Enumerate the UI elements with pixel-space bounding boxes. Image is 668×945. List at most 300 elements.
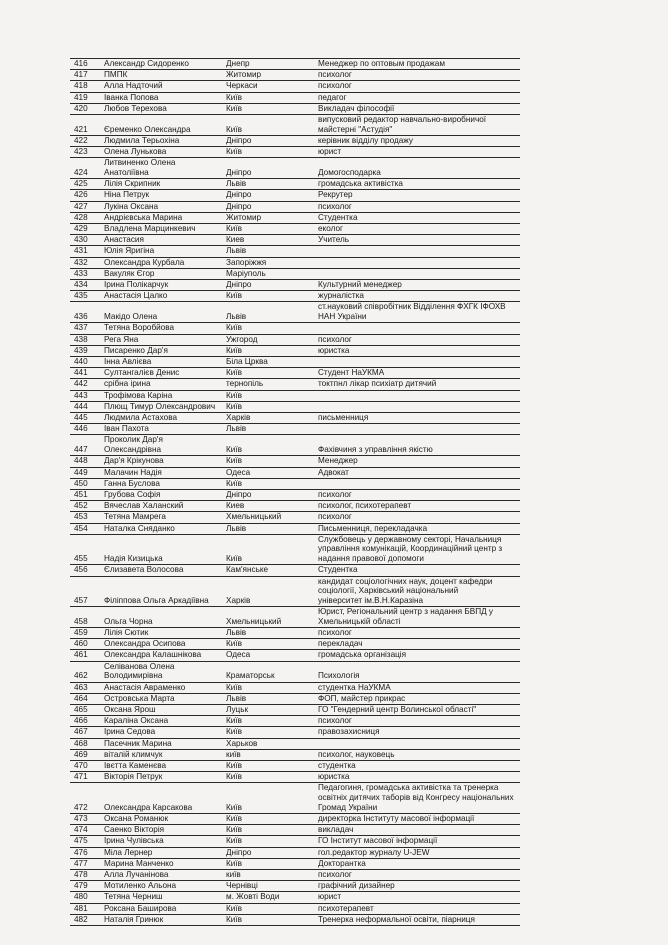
table-row [70, 104, 520, 115]
row-number: 477 [74, 858, 88, 868]
row-name: Владлена Марцинкевич [104, 224, 196, 234]
row-name: Наталка Сняданко [104, 523, 175, 533]
row-role: гол.редактор журналу U-JEW [318, 847, 430, 857]
row-number: 474 [74, 825, 88, 835]
row-number: 471 [74, 772, 88, 782]
row-city: Київ [226, 802, 242, 812]
row-role: студентка [318, 761, 356, 770]
row-number: 480 [74, 892, 88, 902]
table-row [70, 59, 520, 70]
row-name: Трофімова Каріна [104, 390, 173, 400]
table-row [70, 577, 520, 608]
table-row [70, 628, 520, 639]
row-name: Людмила Терьохіна [104, 135, 180, 145]
row-number: 468 [74, 738, 88, 748]
row-name: Островська Марта [104, 693, 175, 703]
row-city: Чернівці [226, 881, 258, 891]
row-number: 423 [74, 147, 88, 157]
row-name: срібна ірина [104, 379, 151, 389]
row-role: еколог [318, 224, 344, 234]
table-row [70, 836, 520, 847]
table-row [70, 512, 520, 523]
row-role [316, 488, 520, 489]
table-row [70, 490, 520, 501]
row-city: Київ [226, 914, 242, 924]
table-row [70, 870, 520, 881]
table-row [70, 501, 520, 512]
row-name: Проколик Дар'я Олександрівна [104, 435, 163, 455]
table-row [70, 179, 520, 190]
row-city: Київ [226, 368, 242, 378]
row-role: юристка [318, 772, 350, 782]
row-role: психолог, науковець [318, 749, 395, 759]
row-city: Київ [226, 291, 242, 301]
row-role: перекладач [318, 639, 363, 649]
row-name: Анастасия [104, 235, 144, 245]
table-row [70, 716, 520, 727]
row-number: 428 [74, 212, 88, 222]
table-row [70, 859, 520, 870]
row-name: Андрієвська Марина [104, 212, 183, 222]
table-row [70, 346, 520, 357]
row-city: Дніпро [226, 190, 252, 200]
row-city: Київ [226, 639, 242, 649]
row-city: Львів [226, 312, 247, 322]
row-name: Марина Манченко [104, 858, 174, 868]
table-row [70, 70, 520, 81]
row-number: 458 [74, 616, 88, 626]
table-row [70, 739, 520, 750]
table-row [70, 479, 520, 490]
row-number: 460 [74, 639, 88, 649]
row-city: Запоріжжя [226, 257, 267, 267]
table-row [70, 535, 520, 566]
row-number: 478 [74, 870, 88, 880]
row-number: 416 [74, 59, 88, 68]
row-city: Київ [226, 147, 242, 157]
row-number: 436 [74, 312, 88, 322]
table-row [70, 280, 520, 291]
row-name: Ірина Полікарчук [104, 280, 169, 290]
row-name: Лілія Скрипник [104, 179, 161, 189]
row-city: Київ [226, 772, 242, 782]
row-name: Інна Авлієва [104, 356, 152, 366]
row-number: 441 [74, 368, 88, 378]
table-row [70, 456, 520, 467]
row-name: Мотиленко Альона [104, 881, 177, 891]
row-number: 448 [74, 456, 88, 466]
row-name: Малачин Надія [104, 467, 162, 477]
row-name: Анастасія Авраменко [104, 682, 186, 692]
table-row [70, 93, 520, 104]
row-city: Краматорськ [226, 671, 275, 681]
row-role: Учитель [318, 235, 350, 245]
row-city: Кам'янське [226, 565, 269, 575]
table-row [70, 368, 520, 379]
row-city: Київ [226, 727, 242, 737]
table-row [70, 783, 520, 814]
row-name: Тетяна Мамрега [104, 512, 166, 522]
row-number: 444 [74, 401, 88, 411]
row-number: 434 [74, 280, 88, 290]
table-row [70, 115, 520, 136]
row-city: Дніпро [226, 135, 252, 145]
table-row [70, 302, 520, 323]
table-row [70, 750, 520, 761]
table-row [70, 915, 520, 926]
row-number: 438 [74, 334, 88, 344]
row-number: 431 [74, 246, 88, 256]
table-row [70, 424, 520, 435]
row-number: 464 [74, 693, 88, 703]
table-row [70, 892, 520, 903]
table-row [70, 235, 520, 246]
row-role: Педагогиня, громадська активістка та тренерка освітніх дитячих таборів від Конгресу національних Громад України [318, 783, 514, 812]
row-role: психотерапевт [318, 903, 374, 913]
row-city: Дніпро [226, 847, 252, 857]
row-number: 429 [74, 224, 88, 234]
row-city: Київ [226, 478, 242, 488]
row-name: Наталія Гринюк [104, 914, 164, 924]
row-role: психолог [318, 334, 352, 344]
row-role: Тренерка неформальної освіти, піарниця [318, 914, 475, 924]
row-role: психолог [318, 70, 352, 80]
row-city: Харків [226, 595, 251, 605]
row-city: Киев [226, 501, 245, 511]
row-name: Єременко Олександра [104, 124, 191, 134]
row-city: Одеса [226, 650, 251, 660]
table-row [70, 136, 520, 147]
table-row [70, 258, 520, 269]
row-role: журналістка [318, 291, 364, 301]
row-role: громадська активістка [318, 179, 403, 189]
row-name: Лілія Сютик [104, 628, 149, 638]
row-name: Пасечник Марина [104, 738, 172, 748]
row-name: Ірина Чулівська [104, 836, 164, 846]
row-role: графічний дизайнер [318, 881, 395, 891]
row-city: Київ [226, 814, 242, 824]
row-role [316, 434, 520, 435]
table-row [70, 357, 520, 368]
table-row [70, 190, 520, 201]
row-city: Львів [226, 424, 247, 434]
row-city: Київ [226, 761, 242, 770]
row-name: Іван Пахота [104, 424, 149, 434]
row-name: Любов Терехова [104, 103, 167, 113]
table-row [70, 761, 520, 772]
row-number: 479 [74, 881, 88, 891]
table-row [70, 246, 520, 257]
row-number: 421 [74, 124, 88, 134]
row-role: ГО Інститут масової інформації [318, 836, 438, 846]
row-name: Єлизавета Волосова [104, 565, 184, 575]
row-city: Київ [226, 224, 242, 234]
row-name: Іванка Попова [104, 92, 159, 102]
table-row [70, 224, 520, 235]
row-role: психолог [318, 201, 352, 211]
row-role: Психологія [318, 671, 360, 681]
table-row [70, 825, 520, 836]
row-role: педагог [318, 92, 347, 102]
row-number: 418 [74, 81, 88, 91]
row-name: Алла Надточий [104, 81, 163, 91]
row-city: Київ [226, 323, 242, 333]
row-city: Дніпро [226, 280, 252, 290]
row-role: Юрист, Регіональний центр з надання БВПД у Хмельницькій області [318, 607, 494, 626]
table-row [70, 269, 520, 280]
row-number: 425 [74, 179, 88, 189]
row-role: юрист [318, 892, 342, 902]
row-name: Олександра Курбала [104, 257, 185, 267]
row-role [316, 367, 520, 368]
row-name: Грубова Софія [104, 489, 161, 499]
row-name: Ольга Чорна [104, 616, 153, 626]
table-row [70, 639, 520, 650]
row-name: Олександра Калашнікова [104, 650, 202, 660]
row-number: 456 [74, 565, 88, 575]
row-role: Письменниця, перекладачка [318, 523, 428, 533]
row-name: Плющ Тимур Олександрович [104, 401, 216, 411]
row-city: Львів [226, 179, 247, 189]
row-number: 422 [74, 135, 88, 145]
row-number: 454 [74, 523, 88, 533]
row-number: 467 [74, 727, 88, 737]
row-name: Дар'я Крікунова [104, 456, 164, 466]
row-number: 463 [74, 682, 88, 692]
row-city: Київ [226, 903, 242, 913]
row-role: юрист [318, 147, 342, 157]
row-role: психолог, психотерапевт [318, 501, 412, 511]
row-name: Оксана Ярош [104, 704, 156, 714]
row-role: психолог [318, 628, 352, 638]
table-row [70, 379, 520, 390]
table-row [70, 848, 520, 859]
row-name: Роксана Баширова [104, 903, 177, 913]
row-number: 450 [74, 478, 88, 488]
row-city: Київ [226, 858, 242, 868]
row-role: випусковий редактор навчально-виробничої майстерні "Астудія" [318, 115, 487, 134]
row-name: Алла Лучанінова [104, 870, 169, 880]
row-number: 443 [74, 390, 88, 400]
row-number: 455 [74, 554, 88, 564]
row-number: 453 [74, 512, 88, 522]
row-city: Днепр [226, 59, 250, 68]
row-number: 475 [74, 836, 88, 846]
row-role: керівник відділу продажу [318, 135, 413, 145]
row-city: Киев [226, 235, 245, 245]
row-number: 476 [74, 847, 88, 857]
row-number: 482 [74, 914, 88, 924]
row-city: Черкаси [226, 81, 258, 91]
row-number: 437 [74, 323, 88, 333]
row-role: психолог [318, 489, 352, 499]
table-row [70, 705, 520, 716]
row-city: київ [226, 870, 241, 880]
row-role [316, 412, 520, 413]
row-role: студентка НаУКМА [318, 682, 391, 692]
table-row [70, 607, 520, 628]
row-name: Селіванова Олена Володимирівна [104, 661, 175, 681]
table-row [70, 147, 520, 158]
row-city: Київ [226, 401, 242, 411]
row-name: Івєтта Каменєва [104, 761, 167, 770]
table-row [70, 683, 520, 694]
row-city: Київ [226, 825, 242, 835]
row-name: Литвиненко Олена Анатоліївна [104, 158, 176, 178]
row-name: Александр Сидоренко [104, 59, 189, 68]
row-role: психолог [318, 81, 352, 91]
row-role [316, 748, 520, 749]
row-number: 445 [74, 413, 88, 422]
row-number: 427 [74, 201, 88, 211]
row-number: 424 [74, 168, 88, 178]
row-role [316, 256, 520, 257]
row-role: викладач [318, 825, 354, 835]
row-city: Київ [226, 445, 242, 455]
row-name: Міла Лернер [104, 847, 153, 857]
table-row [70, 565, 520, 576]
row-number: 461 [74, 650, 88, 660]
row-name: Макідо Олена [104, 312, 158, 322]
table-row [70, 650, 520, 661]
row-name: віталій климчук [104, 749, 163, 759]
row-name: Лукіна Оксана [104, 201, 159, 211]
row-role: Службовець у державному секторі, Начальниця управління комунікацій, Координаційний центр з надання правової допомоги [318, 534, 503, 564]
row-role: Менеджер по оптовым продажам [318, 59, 445, 68]
row-name: Рега Яна [104, 334, 139, 344]
row-number: 440 [74, 356, 88, 366]
table-row [70, 814, 520, 825]
row-city: Київ [226, 345, 242, 355]
row-role [316, 333, 520, 334]
row-city: Луцьк [226, 704, 249, 714]
row-role: Домогосподарка [318, 168, 381, 178]
row-role: Студентка [318, 212, 358, 222]
row-number: 451 [74, 489, 88, 499]
row-name: Вакуляк Єгор [104, 268, 155, 278]
row-number: 417 [74, 70, 88, 80]
row-city: Біла Црква [226, 356, 268, 366]
row-number: 419 [74, 92, 88, 102]
row-city: Київ [226, 682, 242, 692]
row-city: київ [226, 749, 241, 759]
table-row [70, 727, 520, 738]
row-role: Менеджер [318, 456, 358, 466]
row-city: Львів [226, 693, 247, 703]
row-number: 469 [74, 749, 88, 759]
row-city: Хмельницький [226, 512, 282, 522]
row-city: Харків [226, 413, 251, 422]
row-role: Студентка [318, 565, 358, 575]
row-number: 433 [74, 268, 88, 278]
row-city: Київ [226, 103, 242, 113]
row-number: 472 [74, 802, 88, 812]
row-name: Олена Лунькова [104, 147, 167, 157]
row-role: громадська організація [318, 650, 407, 660]
row-number: 442 [74, 379, 88, 389]
row-city: Житомир [226, 70, 262, 80]
table-row [70, 772, 520, 783]
row-number: 435 [74, 291, 88, 301]
table-row [70, 391, 520, 402]
row-city: Дніпро [226, 168, 252, 178]
row-role: письменниця [318, 413, 369, 422]
row-city: м. Жовті Води [226, 892, 280, 902]
row-number: 470 [74, 761, 88, 770]
row-city: Київ [226, 92, 242, 102]
row-number: 473 [74, 814, 88, 824]
row-role: директорка Інституту масової інформації [318, 814, 475, 824]
row-city: Хмельницький [226, 616, 282, 626]
row-number: 466 [74, 716, 88, 726]
row-role: правозахисниця [318, 727, 380, 737]
row-number: 452 [74, 501, 88, 511]
row-number: 465 [74, 704, 88, 714]
table-row [70, 413, 520, 424]
table-row [70, 435, 520, 456]
row-name: Ніна Петрук [104, 190, 150, 200]
row-number: 439 [74, 345, 88, 355]
row-city: Дніпро [226, 201, 252, 211]
row-number: 459 [74, 628, 88, 638]
row-name: Ганна Буслова [104, 478, 160, 488]
row-city: Київ [226, 390, 242, 400]
row-number: 449 [74, 467, 88, 477]
row-number: 420 [74, 103, 88, 113]
table-row [70, 524, 520, 535]
table-row [70, 468, 520, 479]
row-role: ФОП, майстер прикрас [318, 693, 406, 703]
row-name: Надія Кизицька [104, 554, 163, 564]
row-name: Вікторія Петрук [104, 772, 163, 782]
table-row [70, 291, 520, 302]
row-name: Олександра Карсакова [104, 802, 193, 812]
row-city: Львів [226, 523, 247, 533]
row-number: 481 [74, 903, 88, 913]
row-role: психолог [318, 716, 352, 726]
row-name: Анастасія Цалко [104, 291, 168, 301]
row-name: Саенко Вікторія [104, 825, 165, 835]
row-name: ПМПК [104, 70, 128, 80]
row-name: Тетяна Воробйова [104, 323, 175, 333]
row-role [316, 400, 520, 401]
row-city: Київ [226, 554, 242, 564]
row-city: Дніпро [226, 489, 252, 499]
row-number: 432 [74, 257, 88, 267]
row-role: психолог [318, 512, 352, 522]
row-city: Київ [226, 124, 242, 134]
table-row [70, 323, 520, 334]
row-name: Філіппова Ольга Аркадіївна [104, 595, 209, 605]
row-role: Студент НаУКМА [318, 368, 385, 378]
row-role: ГО "Гендерний центр Волинської області" [318, 704, 477, 714]
row-role: юристка [318, 345, 350, 355]
row-name: Тетяна Черниш [104, 892, 163, 902]
table-row [70, 202, 520, 213]
row-name: Султангалієв Денис [104, 368, 180, 378]
row-name: Писаренко Дар'я [104, 345, 168, 355]
row-number: 462 [74, 671, 88, 681]
row-name: Оксана Романюк [104, 814, 169, 824]
table-row [70, 694, 520, 705]
row-city: Київ [226, 456, 242, 466]
row-city: Маріуполь [226, 268, 266, 278]
row-role: ст.науковий співробітник Відділення ФХГК ІФОХВ НАН України [318, 302, 506, 322]
table-row [70, 81, 520, 92]
row-name: Олександра Осипова [104, 639, 186, 649]
row-city: Харьков [226, 738, 258, 748]
row-role: Культурний менеджер [318, 280, 402, 290]
